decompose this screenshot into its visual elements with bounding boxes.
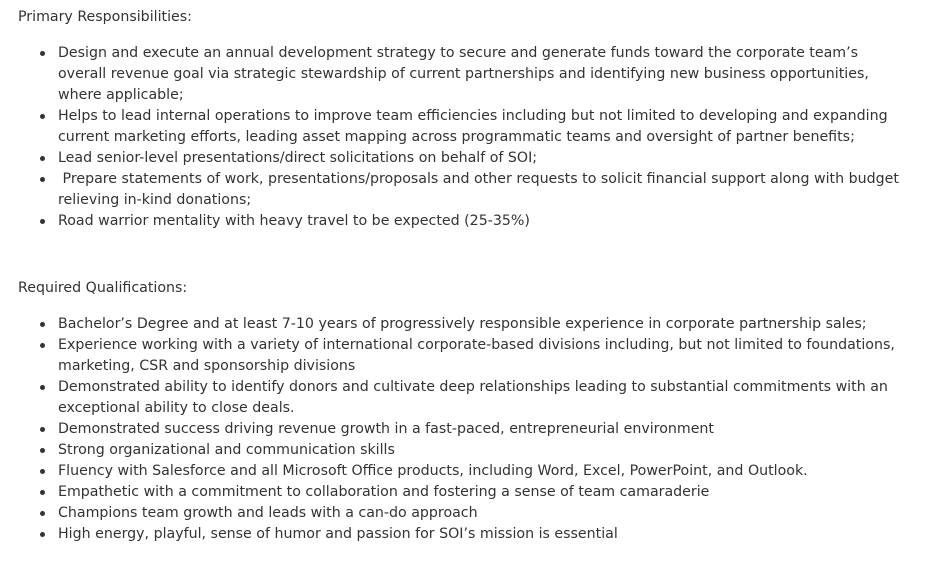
list-item-text: Strong organizational and communication skills xyxy=(58,442,395,458)
list-item xyxy=(18,314,908,335)
qualifications-section xyxy=(18,278,908,545)
list-item xyxy=(18,419,908,440)
list-item-text: Champions team growth and leads with a can-do approach xyxy=(58,505,478,521)
list-item-text: Demonstrated ability to identify donors and cultivate deep relationships leading to substantial commitments with an exceptional ability to close deals. xyxy=(58,379,888,416)
bullet-icon xyxy=(40,469,45,474)
bullet-icon xyxy=(40,219,45,224)
list-item-text: Prepare statements of work, presentations/proposals and other requests to solicit financial support along with budget relieving in-kind donations; xyxy=(58,171,904,208)
list-item xyxy=(18,440,908,461)
list-item-text: Experience working with a variety of international corporate-based divisions including, but not limited to foundations, marketing, CSR and sponsorship divisions xyxy=(58,337,895,374)
list-item-text: Helps to lead internal operations to improve team efficiencies including but not limited to developing and expanding current marketing efforts, leading asset mapping across programmatic teams and oversight of partner benefits; xyxy=(58,108,888,145)
list-item-text: Fluency with Salesforce and all Microsoft Office products, including Word, Excel, PowerPoint, and Outlook. xyxy=(58,463,808,479)
list-item xyxy=(18,503,908,524)
bullet-icon xyxy=(40,177,45,182)
job-description xyxy=(18,7,908,545)
qualifications-heading: Required Qualifications: xyxy=(18,280,188,296)
list-item xyxy=(18,169,908,211)
bullet-icon xyxy=(40,448,45,453)
list-item xyxy=(18,482,908,503)
bullet-icon xyxy=(40,532,45,537)
bullet-icon xyxy=(40,322,45,327)
list-item-text: Demonstrated success driving revenue growth in a fast-paced, entrepreneurial environment xyxy=(58,421,714,437)
responsibilities-list xyxy=(18,43,908,232)
responsibilities-section xyxy=(18,7,908,232)
list-item xyxy=(18,335,908,377)
list-item xyxy=(18,461,908,482)
bullet-icon xyxy=(40,511,45,516)
list-item xyxy=(18,43,908,106)
list-item-text: Bachelor’s Degree and at least 7-10 years of progressively responsible experience in corporate partnership sales; xyxy=(58,316,867,332)
bullet-icon xyxy=(40,114,45,119)
list-item xyxy=(18,377,908,419)
list-item-text: Design and execute an annual development strategy to secure and generate funds toward the corporate team’s overall revenue goal via strategic stewardship of current partnerships and identifying new business opportunities, where applicable; xyxy=(58,45,869,103)
bullet-icon xyxy=(40,427,45,432)
list-item-text: Empathetic with a commitment to collaboration and fostering a sense of team camaraderie xyxy=(58,484,710,500)
responsibilities-heading: Primary Responsibilities: xyxy=(18,9,192,25)
list-item-text: Road warrior mentality with heavy travel to be expected (25-35%) xyxy=(58,213,530,229)
bullet-icon xyxy=(40,156,45,161)
list-item xyxy=(18,148,908,169)
bullet-icon xyxy=(40,490,45,495)
list-item xyxy=(18,106,908,148)
bullet-icon xyxy=(40,343,45,348)
qualifications-list xyxy=(18,314,908,545)
list-item-text: Lead senior-level presentations/direct solicitations on behalf of SOI; xyxy=(58,150,538,166)
bullet-icon xyxy=(40,385,45,390)
list-item-text: High energy, playful, sense of humor and passion for SOI’s mission is essential xyxy=(58,526,618,542)
list-item xyxy=(18,211,908,232)
list-item xyxy=(18,524,908,545)
bullet-icon xyxy=(40,51,45,56)
